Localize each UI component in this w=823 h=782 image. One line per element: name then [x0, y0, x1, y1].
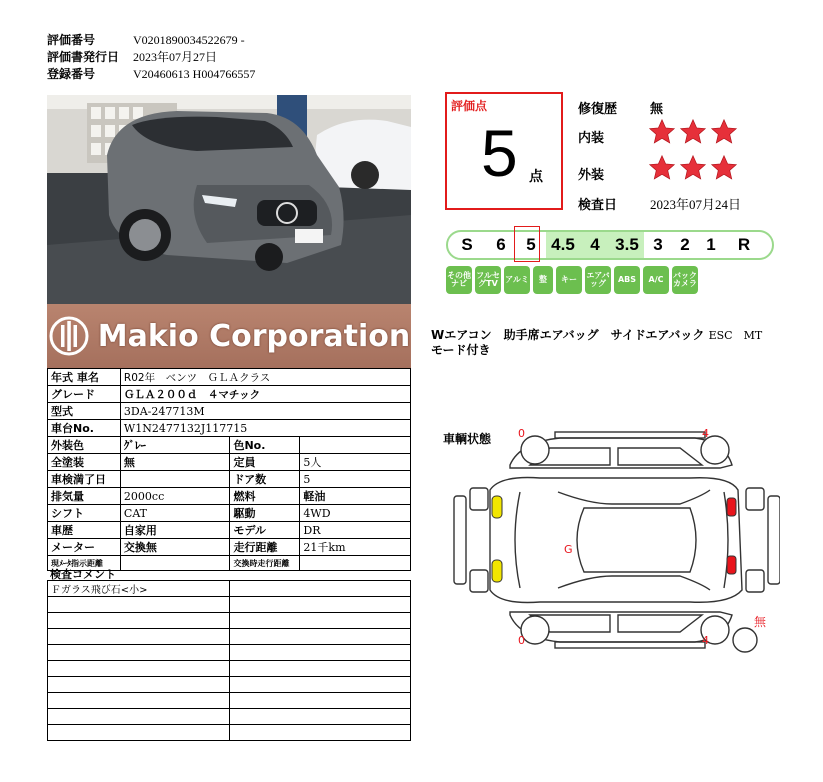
grade-value: ＧＬＡ２００ｄ ４マチック	[120, 386, 410, 403]
fuel-label: 燃料	[230, 488, 300, 505]
year-value: R02年 ベンツ ＧＬＡクラス	[120, 369, 410, 386]
equipment-icon: アルミ	[504, 266, 530, 294]
comment-text	[48, 597, 230, 613]
history-value: 自家用	[120, 522, 230, 539]
comment-text	[48, 709, 230, 725]
comment-cell	[229, 613, 411, 629]
grade-4: 4	[580, 232, 610, 258]
comment-row	[48, 661, 411, 677]
color-no-value	[300, 437, 411, 454]
eval-number: V0201890034522679 -	[133, 33, 245, 47]
chassis-label: 車台No.	[48, 420, 121, 437]
comment-row	[48, 581, 411, 597]
table-row	[48, 454, 411, 471]
displacement-value: 2000cc	[120, 488, 230, 505]
issue-date-label: 評価書発行日	[47, 50, 120, 64]
equipment-icon: エアバッグ	[585, 266, 611, 294]
table-row	[48, 369, 411, 386]
model2-value: DR	[300, 522, 411, 539]
meter-swap-value	[300, 556, 411, 571]
comment-row	[48, 645, 411, 661]
comment-cell	[229, 661, 411, 677]
spare-tire-label: 無	[754, 615, 767, 629]
tire-fr: 4	[702, 427, 709, 440]
interior-stars	[648, 118, 748, 148]
registration-number: V20460613 H004766557	[133, 67, 256, 81]
yellow-mark-front	[492, 496, 502, 518]
equipment-part1: Wエアコン 助手席エアバッグ サイドエアバック	[431, 328, 705, 342]
registration-label: 登録番号	[47, 67, 96, 81]
car-diagram	[440, 420, 780, 660]
yellow-mark-rear	[492, 560, 502, 582]
equipment-part2: ESC MT	[708, 329, 763, 342]
eval-number-row	[47, 32, 245, 49]
capacity-value: 5人	[300, 454, 411, 471]
comment-cell	[229, 597, 411, 613]
comment-cell	[229, 629, 411, 645]
equipment-part3: モード付き	[431, 343, 491, 357]
tire-rr: 4	[702, 634, 709, 647]
score-unit: 点	[529, 169, 543, 185]
equipment-icon: 整	[533, 266, 553, 294]
meter-swap-label: 交換時走行距離	[230, 556, 300, 571]
paint-label: 全塗装	[48, 454, 121, 471]
exterior-stars	[648, 154, 748, 184]
shaken-value	[120, 471, 230, 488]
comment-row	[48, 709, 411, 725]
star-icon	[679, 154, 707, 182]
doors-label: ドア数	[230, 471, 300, 488]
table-row	[48, 539, 411, 556]
comment-text	[48, 693, 230, 709]
vehicle-photo	[47, 95, 411, 304]
equipment-icon: フルセグTV	[475, 266, 501, 294]
equipment-text	[431, 328, 791, 358]
grade-5: 5	[526, 235, 536, 254]
grade-1: 1	[706, 235, 716, 254]
inspection-label: 検査日	[578, 198, 618, 213]
grade-3: 3	[653, 235, 663, 254]
table-row	[48, 386, 411, 403]
shift-label: シフト	[48, 505, 121, 522]
comment-cell	[229, 725, 411, 741]
color-no-label: 色No.	[230, 437, 300, 454]
drive-value: 4WD	[300, 505, 411, 522]
comment-row	[48, 725, 411, 741]
drive-label: 駆動	[230, 505, 300, 522]
exterior-label: 外装	[578, 168, 605, 183]
comment-text	[48, 645, 230, 661]
comment-text	[48, 725, 230, 741]
equipment-icon: キー	[556, 266, 582, 294]
grade-2: 2	[680, 235, 690, 254]
grade-label: グレード	[48, 386, 121, 403]
comment-text: Ｆガラス飛び石<小>	[48, 581, 230, 597]
mileage-label: 走行距離	[230, 539, 300, 556]
comment-cell	[229, 645, 411, 661]
grade-3-5: 3.5	[610, 232, 644, 258]
history-label: 車歴	[48, 522, 121, 539]
grade-R: R	[737, 235, 751, 254]
grade-4-5: 4.5	[546, 232, 580, 258]
comment-text	[48, 629, 230, 645]
displacement-label: 排気量	[48, 488, 121, 505]
table-row	[48, 488, 411, 505]
comment-text	[48, 677, 230, 693]
dealer-logo-icon	[48, 315, 90, 357]
dealer-name: Makio Corporation	[97, 318, 411, 354]
condition-title: 車輌状態	[443, 432, 492, 446]
model2-label: モデル	[230, 522, 300, 539]
comment-cell	[229, 677, 411, 693]
comment-row	[48, 597, 411, 613]
interior-label: 内装	[578, 131, 605, 146]
meter-label: メーター	[48, 539, 121, 556]
meter-value: 交換無	[120, 539, 230, 556]
star-icon	[679, 118, 707, 146]
table-row	[48, 505, 411, 522]
doors-value: 5	[300, 471, 411, 488]
selected-grade-marker	[514, 226, 540, 262]
repair-label: 修復歴	[578, 102, 618, 117]
star-icon	[648, 118, 676, 146]
inspection-date: 2023年07月24日	[650, 197, 742, 212]
table-row	[48, 522, 411, 539]
score-label: 評価点	[451, 99, 488, 113]
star-icon	[648, 154, 676, 182]
red-mark-right	[727, 498, 736, 516]
score-box	[445, 92, 563, 210]
comment-text	[48, 661, 230, 677]
comment-row	[48, 613, 411, 629]
grade-S: S	[461, 235, 473, 254]
equipment-icon: バックカメラ	[672, 266, 698, 294]
comment-row	[48, 693, 411, 709]
dealer-banner	[47, 304, 411, 368]
equipment-icon: A/C	[643, 266, 669, 294]
issue-date: 2023年07月27日	[133, 50, 218, 64]
shaken-label: 車検満了日	[48, 471, 121, 488]
glass-mark: G	[564, 543, 573, 556]
comment-cell	[229, 693, 411, 709]
score-value: 5	[481, 116, 518, 190]
comment-table	[47, 580, 411, 741]
repair-value: 無	[650, 102, 664, 117]
comment-cell	[229, 709, 411, 725]
comment-cell	[229, 581, 411, 597]
comment-text	[48, 613, 230, 629]
meter-now-label: 現ﾒｰﾀ指示距離	[48, 556, 121, 571]
model-value: 3DA-247713M	[120, 403, 410, 420]
table-row	[48, 437, 411, 454]
tire-fl: 0	[518, 427, 525, 440]
red-mark-right-rear	[727, 556, 736, 574]
color-label: 外装色	[48, 437, 121, 454]
registration-row	[47, 66, 255, 83]
eval-number-label: 評価番号	[47, 33, 96, 47]
chassis-value: W1N2477132J117715	[120, 420, 410, 437]
table-row	[48, 471, 411, 488]
grade-6: 6	[496, 235, 506, 254]
mileage-value: 21千km	[300, 539, 411, 556]
grade-scale	[446, 230, 774, 260]
capacity-label: 定員	[230, 454, 300, 471]
equipment-icon: その他ナビ	[446, 266, 472, 294]
shift-value: CAT	[120, 505, 230, 522]
spec-table	[47, 368, 411, 571]
meter-now-value	[120, 556, 230, 571]
year-label: 年式 車名	[48, 369, 121, 386]
comment-title: 検査コメント	[50, 568, 116, 581]
issue-date-row	[47, 49, 217, 66]
table-row	[48, 403, 411, 420]
color-value: ｸﾞﾚｰ	[120, 437, 230, 454]
comment-row	[48, 677, 411, 693]
tire-rl: 0	[518, 634, 525, 647]
equipment-icons	[446, 266, 698, 294]
star-icon	[710, 154, 738, 182]
comment-row	[48, 629, 411, 645]
table-row	[48, 420, 411, 437]
equipment-icon: ABS	[614, 266, 640, 294]
paint-value: 無	[120, 454, 230, 471]
star-icon	[710, 118, 738, 146]
model-label: 型式	[48, 403, 121, 420]
fuel-value: 軽油	[300, 488, 411, 505]
